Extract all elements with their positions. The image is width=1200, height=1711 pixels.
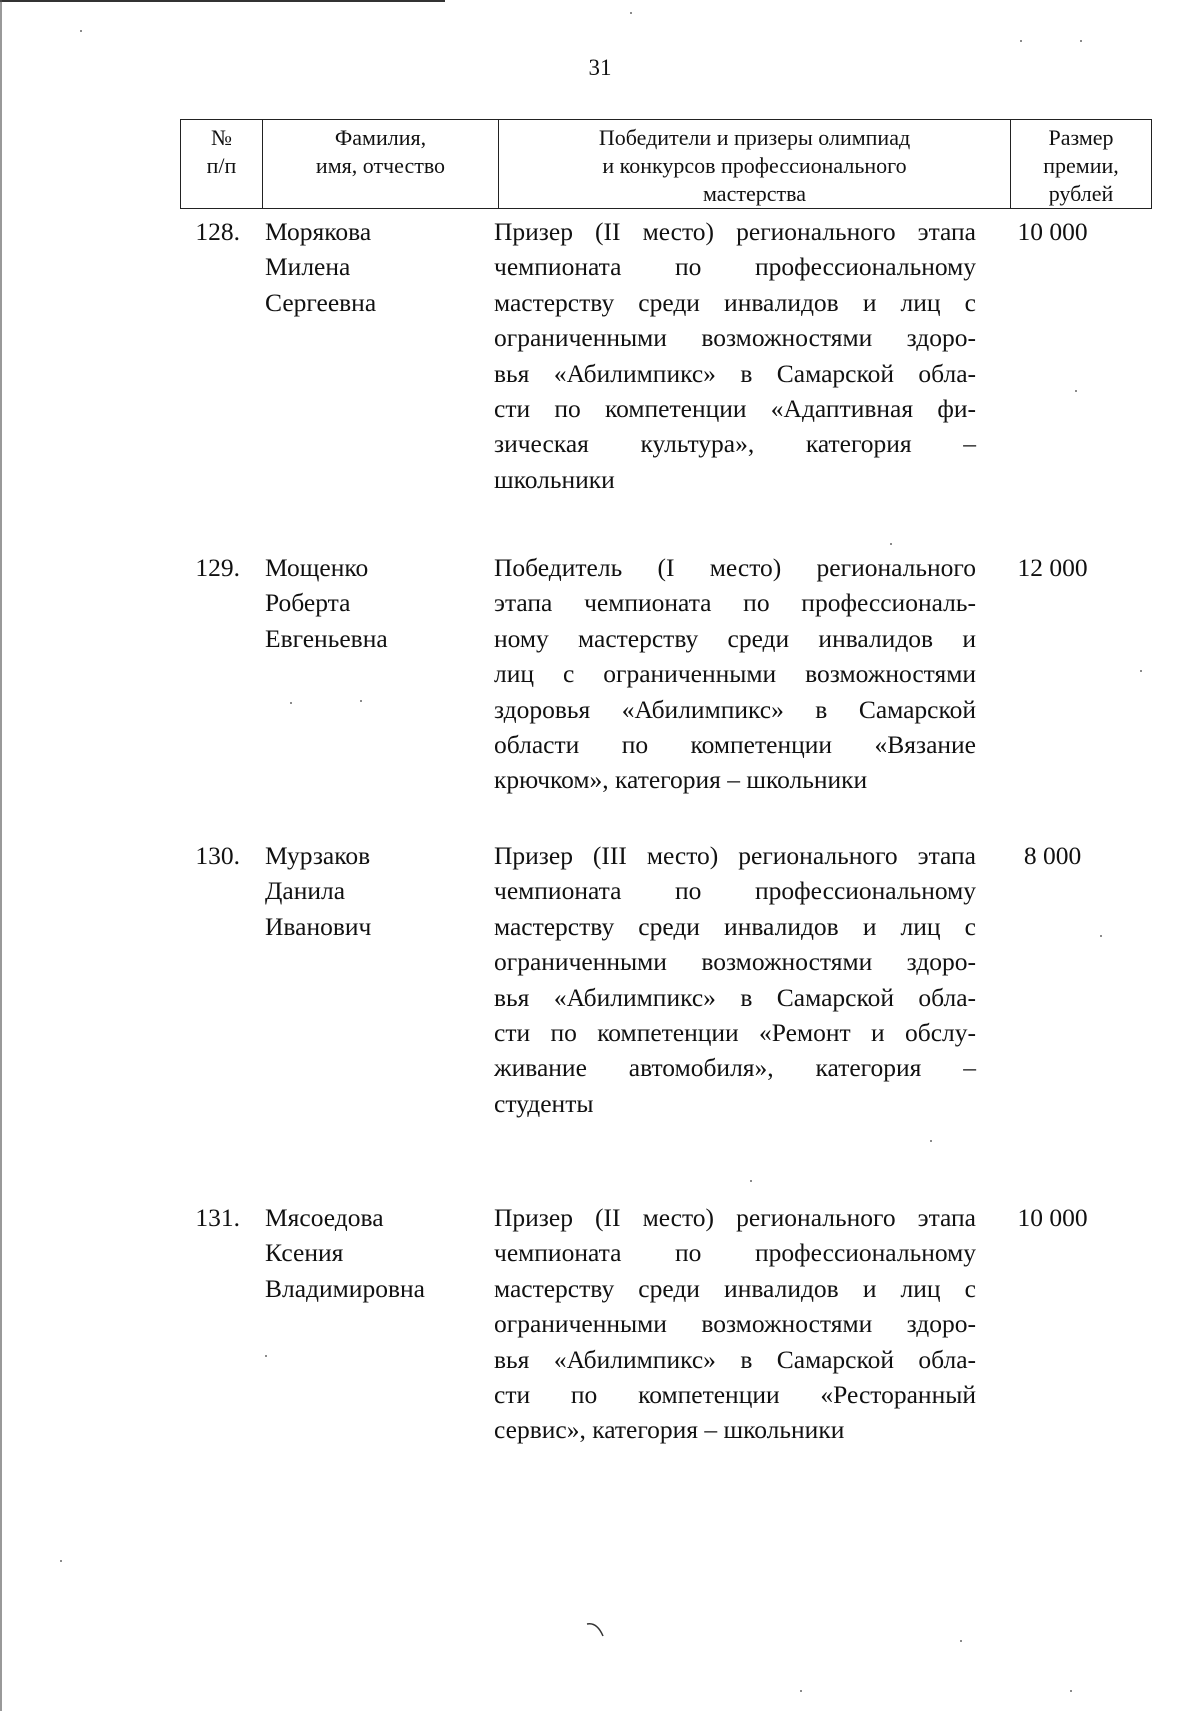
description-line: Призер (II место) регионального этапа xyxy=(494,1203,976,1232)
description-line: студенты xyxy=(494,1088,594,1118)
scan-speck xyxy=(630,12,632,14)
scan-speck xyxy=(1140,670,1142,672)
description-line: вья «Абилимпикс» в Самарской обла- xyxy=(494,358,976,388)
patronymic: Сергеевна xyxy=(265,287,377,317)
table-header xyxy=(180,119,1152,209)
description-line: сти по компетенции «Ремонт и обслу- xyxy=(494,1018,976,1048)
row-number: 130. xyxy=(195,841,240,870)
description-line: зическая культура», категория – xyxy=(494,429,976,459)
patronymic: Иванович xyxy=(265,911,372,941)
description-line: лиц с ограниченными возможностями xyxy=(494,659,976,689)
scan-speck xyxy=(1020,40,1022,42)
header-text: премии, xyxy=(1043,153,1119,178)
header-cell-number xyxy=(181,120,263,209)
scan-speck xyxy=(930,1140,932,1142)
header-text: № xyxy=(211,125,232,150)
scan-speck xyxy=(290,702,292,704)
description-line: чемпионата по профессиональному xyxy=(494,876,976,906)
patronymic: Евгеньевна xyxy=(265,623,388,653)
header-text: мастерства xyxy=(703,181,806,206)
description-line: мастерству среди инвалидов и лиц с xyxy=(494,911,976,941)
scan-speck xyxy=(1100,935,1102,937)
scan-edge-left xyxy=(0,0,2,1711)
given-name: Роберта xyxy=(265,588,351,618)
row-prize-amount: 10 000 xyxy=(1017,217,1088,246)
row-description xyxy=(494,1200,976,1448)
row-description xyxy=(494,214,976,497)
page-number: 31 xyxy=(588,55,612,80)
row-full-name xyxy=(265,1200,475,1306)
description-line: этапа чемпионата по профессиональ- xyxy=(494,588,976,618)
given-name: Ксения xyxy=(265,1238,344,1268)
description-line: Победитель (I место) регионального xyxy=(494,553,976,582)
scan-edge-top xyxy=(0,0,445,2)
row-description xyxy=(494,838,976,1121)
header-text: Фамилия, xyxy=(334,125,427,150)
description-line: ограниченными возможностями здоро- xyxy=(494,323,976,353)
header-text: рублей xyxy=(1048,181,1114,206)
description-line: школьники xyxy=(494,464,615,494)
description-line: сервис», категория – школьники xyxy=(494,1415,845,1445)
scan-speck xyxy=(800,1690,802,1692)
description-line: чемпионата по профессиональному xyxy=(494,252,976,282)
header-text: п/п xyxy=(206,153,237,178)
row-full-name xyxy=(265,838,475,944)
row-full-name xyxy=(265,214,475,320)
row-number: 131. xyxy=(195,1203,240,1232)
description-line: Призер (II место) регионального этапа xyxy=(494,217,976,246)
row-prize-amount: 10 000 xyxy=(1017,1203,1088,1232)
description-line: ограниченными возможностями здоро- xyxy=(494,947,976,977)
given-name: Милена xyxy=(265,252,351,282)
header-text: Размер xyxy=(1048,125,1114,150)
scan-speck xyxy=(1075,390,1077,392)
description-line: здоровья «Абилимпикс» в Самарской xyxy=(494,694,976,724)
header-text: и конкурсов профессионального xyxy=(602,153,907,178)
scan-speck xyxy=(1070,1690,1072,1692)
row-description xyxy=(494,550,976,798)
header-cell-prize xyxy=(1011,120,1152,209)
scan-speck xyxy=(960,1640,962,1642)
header-text: имя, отчество xyxy=(315,153,446,178)
surname: Мясоедова xyxy=(265,1203,384,1232)
scan-speck xyxy=(1080,40,1082,42)
description-line: живание автомобиля», категория – xyxy=(494,1053,976,1083)
scan-mark xyxy=(585,1620,605,1640)
description-line: области по компетенции «Вязание xyxy=(494,730,976,760)
description-line: чемпионата по профессиональному xyxy=(494,1238,976,1268)
given-name: Данила xyxy=(265,876,346,906)
header-cell-description xyxy=(499,120,1011,209)
description-line: Призер (III место) регионального этапа xyxy=(494,841,976,870)
row-number: 129. xyxy=(195,553,240,582)
scan-speck xyxy=(265,1355,267,1357)
surname: Морякова xyxy=(265,217,372,246)
description-line: ограниченными возможностями здоро- xyxy=(494,1309,976,1339)
description-line: ному мастерству среди инвалидов и xyxy=(494,623,976,653)
description-line: мастерству среди инвалидов и лиц с xyxy=(494,287,976,317)
description-line: вья «Абилимпикс» в Самарской обла- xyxy=(494,982,976,1012)
row-prize-amount: 12 000 xyxy=(1017,553,1088,582)
row-prize-amount: 8 000 xyxy=(1023,841,1082,870)
scan-speck xyxy=(890,543,892,545)
row-number: 128. xyxy=(195,217,240,246)
description-line: мастерству среди инвалидов и лиц с xyxy=(494,1273,976,1303)
surname: Мурзаков xyxy=(265,841,371,870)
surname: Мощенко xyxy=(265,553,369,582)
description-line: вья «Абилимпикс» в Самарской обла- xyxy=(494,1344,976,1374)
description-line: сти по компетенции «Адаптивная фи- xyxy=(494,394,976,424)
scan-speck xyxy=(750,1180,752,1182)
scan-speck xyxy=(60,1560,62,1562)
row-full-name xyxy=(265,550,475,656)
patronymic: Владимировна xyxy=(265,1273,425,1303)
header-text: Победители и призеры олимпиад xyxy=(598,125,911,150)
description-line: сти по компетенции «Ресторанный xyxy=(494,1380,976,1410)
scan-speck xyxy=(360,700,362,702)
description-line: крючком», категория – школьники xyxy=(494,765,868,795)
header-cell-name xyxy=(263,120,499,209)
scan-speck xyxy=(80,30,82,32)
